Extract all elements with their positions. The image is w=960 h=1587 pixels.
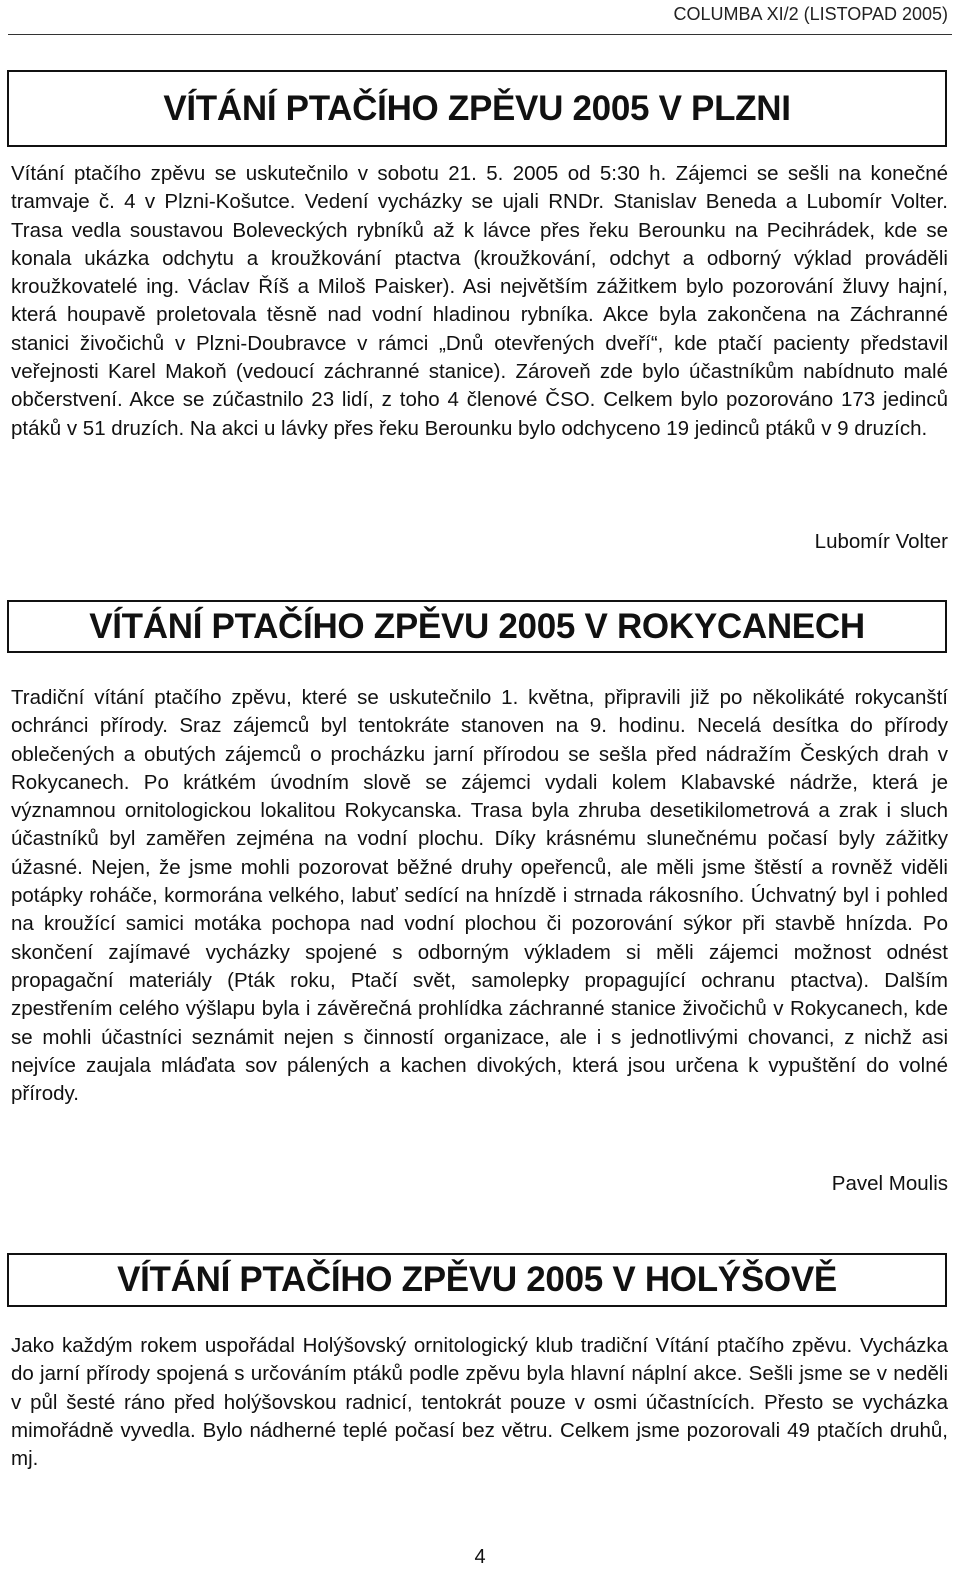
- article-body-plzen: Vítání ptačího zpěvu se uskutečnilo v sobotu 21. 5. 2005 od 5:30 h. Zájemci se sešli na konečné tramvaje č. 4 v Plzni-Košutce. Vedení vycházky se ujali RNDr. Stanislav Beneda a Lubomír Volter. Trasa vedla soustavou Boleveckých rybníků až k lávce přes řeku Berounku na Pecihrádek, kde se konala ukázka odchytu a kroužkování ptactva (kroužkování, odchyt a odborný výklad prováděli kroužkovatelé ing. Václav Říš a Miloš Paisker). Asi největším zážitkem bylo pozorování žluvy hajní, která houpavě proletovala těsně nad vodní hladinou rybníka. Akce byla zakončena na Záchranné stanici živočichů v Plzni-Doubravce v rámci „Dnů otevřených dveří“, kde ptačí pacienty představil veřejnosti Karel Makoň (vedoucí záchranné stanice). Zároveň zde bylo účastníkům nabídnuto malé občerstvení. Akce se zúčastnilo 23 lidí, z toho 4 členové ČSO. Celkem bylo pozorováno 173 jedinců ptáků v 51 druzích. Na akci u lávky přes řeku Berounku bylo odchyceno 19 jedinců ptáků v 9 druzích.: [11, 162, 948, 440]
- header-rule: [8, 34, 952, 35]
- article-title-plzen: VÍTÁNÍ PTAČÍHO ZPĚVU 2005 V PLZNI: [7, 70, 947, 147]
- page-number: 4: [474, 1546, 486, 1568]
- article-body-holysov: Jako každým rokem uspořádal Holýšovský ornitologický klub tradiční Vítání ptačího zpěvu. Vycházka do jarní přírody spojená s určováním ptáků podle zpěvu byla hlavní náplní akce. Sešli jsme se v neděli v půl šesté ráno před holýšovskou radnicí, tentokrát pouze v osmi účastnících. Přesto se vycházka mimořádně vyvedla. Bylo nádherné teplé počasí bez větru. Celkem jsme pozorovali 49 ptačích druhů, mj.: [11, 1334, 948, 1471]
- article-author-plzen: Lubomír Volter: [814, 530, 948, 553]
- running-head: COLUMBA XI/2 (LISTOPAD 2005): [673, 4, 948, 24]
- article-title-holysov: VÍTÁNÍ PTAČÍHO ZPĚVU 2005 V HOLÝŠOVĚ: [7, 1253, 947, 1307]
- article-author-rokycany: Pavel Moulis: [831, 1172, 948, 1195]
- article-body-rokycany: Tradiční vítání ptačího zpěvu, které se uskutečnilo 1. května, připravili již po několikáté rokycanští ochránci přírody. Sraz zájemců byl tentokráte stanoven na 9. hodinu. Necelá desítka do přírody oblečených a obutých zájemců o procházku jarní přírodou se sešla před nádražím Českých drah v Rokycanech. Po krátkém úvodním slově se zájemci vydali kolem Klabavské nádrže, která je významnou ornitologickou lokalitou Rokycanska. Trasa byla zhruba desetikilometrová a zrak i sluch účastníků byl zaměřen zejména na vodní plochu. Díky krásnému slunečnému počasí byly zážitky úžasné. Nejen, že jsme mohli pozorovat běžné druhy opeřenců, ale měli jsme štěstí a rovněž viděli potápky roháče, kormorána velkého, labuť sedící na hnízdě i strnada rákosního. Úchvatný byl i pohled na kroužící samici motáka pochopa nad vodní plochou či pozorování sýkor při stavbě hnízda. Po skončení zajímavé vycházky spojené s odborným výkladem si měli zájemci možnost odnést propagační materiály (Pták roku, Ptačí svět, samolepky propagující ochranu ptactva). Dalším zpestřením celého výšlapu byla i závěrečná prohlídka záchranné stanice živočichů v Rokycanech, kde se mohli účastníci seznámit nejen s činností organizace, ale i s jednotlivými chovanci, z nichž asi nejvíce zaujala mláďata sov pálených a kachen divokých, která jsou určena k vypuštění do volné přírody.: [11, 686, 948, 1106]
- article-title-rokycany: VÍTÁNÍ PTAČÍHO ZPĚVU 2005 V ROKYCANECH: [7, 600, 947, 653]
